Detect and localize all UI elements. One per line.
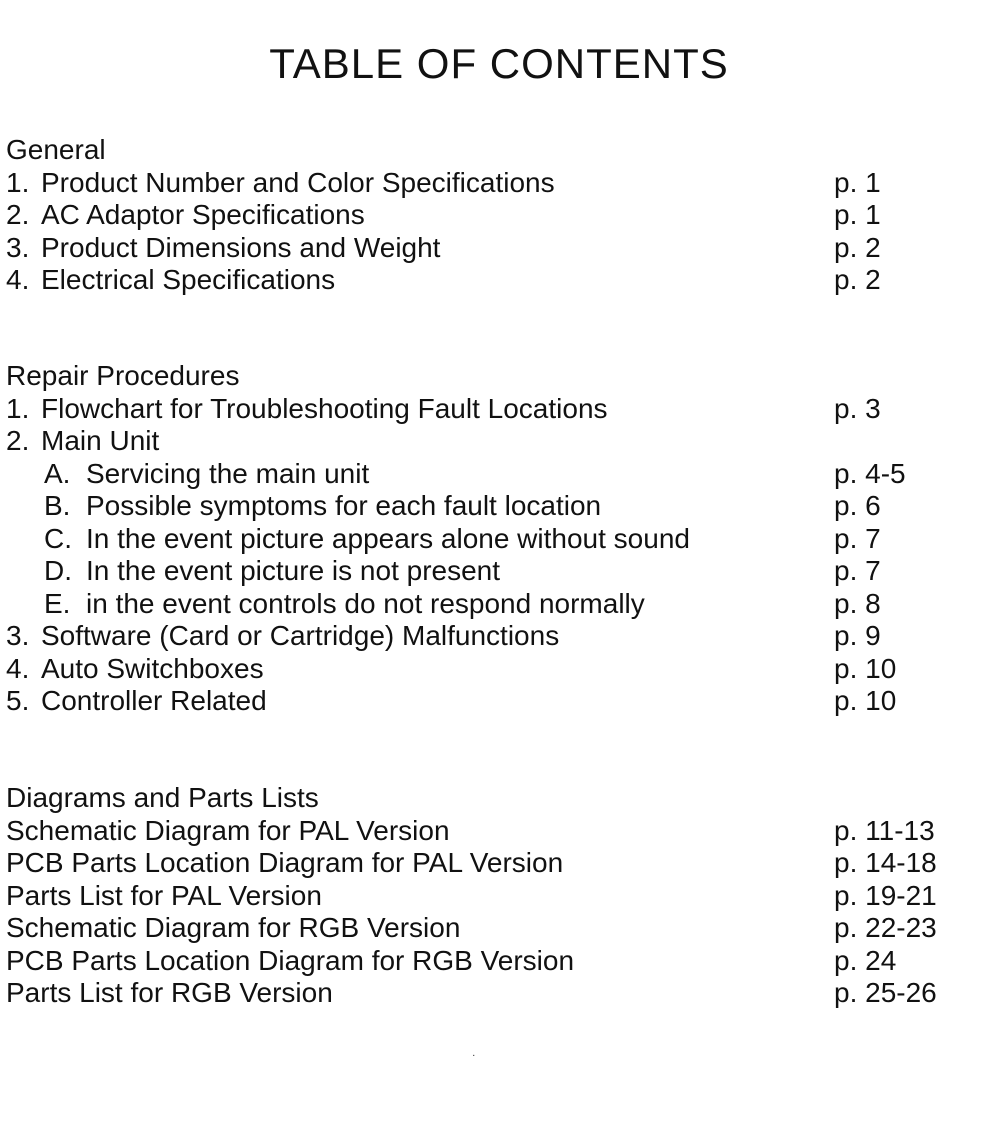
entry-title: PCB Parts Location Diagram for PAL Version <box>6 847 564 878</box>
toc-entry <box>6 425 996 458</box>
toc-subentry <box>6 523 996 556</box>
heading-text: Diagrams and Parts Lists <box>6 782 319 813</box>
entry-number: 4. <box>6 264 30 295</box>
entry-page: p. 6 <box>834 490 881 521</box>
toc-entry <box>6 685 996 718</box>
heading-text: General <box>6 134 106 165</box>
entry-title: In the event picture appears alone without sound <box>86 522 690 554</box>
toc-subentry <box>6 555 996 588</box>
toc-entry <box>6 880 996 913</box>
entry-page: p. 19-21 <box>834 879 937 911</box>
entry-page: p. 14-18 <box>834 847 937 878</box>
toc-subentry <box>6 588 996 621</box>
section-heading <box>6 134 996 167</box>
entry-title: Flowchart for Troubleshooting Fault Locations <box>41 392 608 424</box>
entry-page: p. 24 <box>834 944 897 976</box>
entry-letter: A. <box>44 457 71 489</box>
entry-title: Servicing the main unit <box>86 457 370 489</box>
entry-title: In the event picture is not present <box>86 555 501 586</box>
entry-letter: D. <box>44 555 72 586</box>
entry-title: Possible symptoms for each fault location <box>86 490 602 521</box>
scan-speck: ˙ <box>472 1052 477 1068</box>
entry-title: Software (Card or Cartridge) Malfunctions <box>41 620 560 651</box>
entry-number: 3. <box>6 231 30 263</box>
entry-title: Parts List for PAL Version <box>6 879 322 911</box>
entry-page: p. 10 <box>834 685 897 716</box>
toc-entry <box>6 653 996 686</box>
entry-page: p. 3 <box>834 392 881 424</box>
entry-number: 3. <box>6 620 30 651</box>
entry-letter: C. <box>44 522 72 554</box>
entry-title: in the event controls do not respond normally <box>86 587 645 619</box>
entry-title: Main Unit <box>41 425 160 456</box>
toc-entry <box>6 167 996 200</box>
heading-text: Repair Procedures <box>6 360 240 391</box>
section-general <box>6 134 996 297</box>
entry-page: p. 8 <box>834 587 881 619</box>
entry-title: PCB Parts Location Diagram for RGB Version <box>6 944 575 976</box>
entry-number: 2. <box>6 425 30 456</box>
entry-title: Schematic Diagram for PAL Version <box>6 814 450 846</box>
entry-title: AC Adaptor Specifications <box>41 199 365 230</box>
entry-title: Auto Switchboxes <box>41 652 264 684</box>
entry-number: 1. <box>6 166 30 198</box>
toc-entry <box>6 847 996 880</box>
entry-page: p. 7 <box>834 555 881 586</box>
entry-title: Parts List for RGB Version <box>6 977 333 1008</box>
entry-page: p. 11-13 <box>834 814 935 846</box>
toc-entry <box>6 199 996 232</box>
entry-page: p. 25-26 <box>834 977 937 1008</box>
entry-title: Schematic Diagram for RGB Version <box>6 912 461 943</box>
toc-entry <box>6 620 996 653</box>
entry-page: p. 1 <box>834 199 881 230</box>
toc-entry <box>6 945 996 978</box>
entry-letter: B. <box>44 490 71 521</box>
toc-entry <box>6 815 996 848</box>
toc-entry <box>6 232 996 265</box>
section-heading <box>6 360 996 393</box>
entry-page: p. 2 <box>834 264 881 295</box>
entry-title: Electrical Specifications <box>41 264 336 295</box>
entry-title: Product Number and Color Specifications <box>41 166 555 198</box>
entry-title: Product Dimensions and Weight <box>41 231 441 263</box>
entry-number: 5. <box>6 685 30 716</box>
section-diagrams-parts-lists <box>6 782 996 1010</box>
entry-title: Controller Related <box>41 685 267 716</box>
entry-letter: E. <box>44 587 71 619</box>
entry-page: p. 22-23 <box>834 912 937 943</box>
toc-entry <box>6 264 996 297</box>
toc-entry <box>6 977 996 1010</box>
entry-page: p. 1 <box>834 166 881 198</box>
toc-entry <box>6 393 996 426</box>
toc-subentry <box>6 458 996 491</box>
section-heading <box>6 782 996 815</box>
entry-number: 2. <box>6 199 30 230</box>
entry-page: p. 9 <box>834 620 881 651</box>
entry-page: p. 2 <box>834 231 881 263</box>
toc-subentry <box>6 490 996 523</box>
section-repair-procedures <box>6 360 996 718</box>
entry-page: p. 7 <box>834 522 881 554</box>
entry-page: p. 4-5 <box>834 457 906 489</box>
page-title: TABLE OF CONTENTS <box>269 40 729 87</box>
entry-number: 1. <box>6 392 30 424</box>
entry-page: p. 10 <box>834 652 897 684</box>
entry-number: 4. <box>6 652 30 684</box>
toc-entry <box>6 912 996 945</box>
